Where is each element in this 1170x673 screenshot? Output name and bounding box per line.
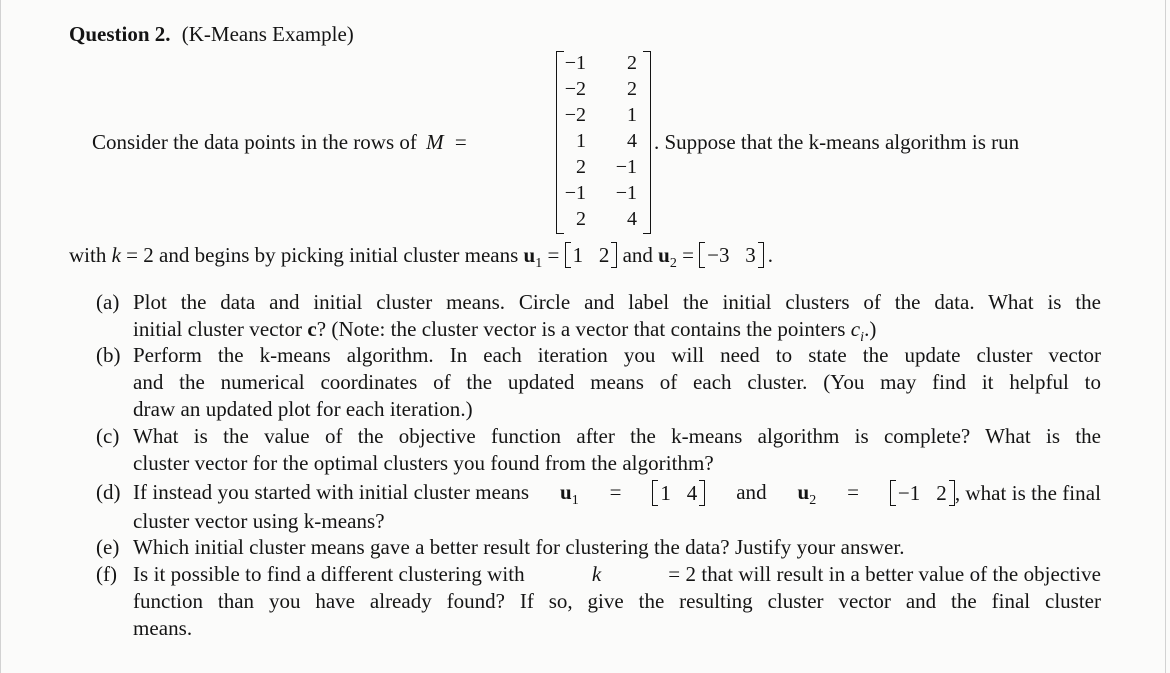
u2-symbol: u: [658, 243, 670, 267]
page-border-right: [1165, 0, 1166, 673]
d-u1-equals: =: [609, 480, 622, 504]
part-b-label: (b): [96, 343, 121, 367]
d-u1-vector: [652, 480, 705, 509]
part-f-line3: means.: [133, 616, 193, 640]
part-f-line2: function than you have already found? If so, give the resulting cluster vector and the final cluster: [133, 589, 1101, 613]
question-title: [69, 22, 354, 47]
matrix-cell: −1: [564, 52, 586, 74]
d-u2-value: −1 2: [897, 481, 947, 505]
matrix-symbol: M: [426, 130, 444, 154]
matrix-equals: =: [454, 130, 467, 154]
part-f-line1-end: = 2 that will result in a better value of the objective: [668, 562, 1101, 586]
u2-left-bracket: [699, 242, 705, 268]
u1-right-bracket: [611, 242, 617, 268]
matrix-cell: −1: [615, 156, 637, 178]
d-u1-symbol: u: [559, 480, 572, 504]
d-u2-equals: =: [847, 480, 860, 504]
d-and-text: and: [736, 480, 767, 504]
intro-line2-end: .: [767, 243, 774, 267]
ci-symbol: c: [850, 317, 861, 341]
u1-value: 1 2: [572, 243, 610, 267]
part-c-line2: cluster vector for the optimal clusters you found from the algorithm?: [133, 451, 714, 475]
matrix-cell: 4: [627, 130, 637, 152]
part-a-label: (a): [96, 290, 120, 314]
part-d-label: (d): [96, 480, 121, 504]
u1-symbol: u: [523, 243, 536, 267]
k-symbol: k: [111, 243, 121, 267]
part-f-label: (f): [96, 562, 117, 586]
d-u1-sub: 1: [571, 493, 579, 509]
part-a-line2-text: initial cluster vector: [133, 317, 303, 341]
part-a-end: .): [864, 317, 877, 341]
part-d-u1: [560, 480, 579, 509]
part-d-line1: [133, 480, 1101, 509]
d-u1-right-bracket: [699, 480, 705, 506]
u1-equals: =: [547, 243, 560, 267]
cluster-vector-symbol: c: [307, 317, 317, 341]
question-subtitle: (K-Means Example): [181, 22, 354, 46]
intro-line-1: [92, 130, 467, 155]
f-k-symbol: k: [591, 562, 602, 586]
matrix-right-bracket: [643, 51, 651, 234]
part-a-line1: Plot the data and initial cluster means. Circle and label the initial clusters of the data. What is the: [133, 290, 1101, 314]
part-d-u2: [798, 480, 817, 509]
part-f-line1: [133, 562, 1101, 587]
u2-sub: 2: [669, 256, 677, 272]
matrix-cell: 1: [576, 130, 586, 152]
u1-sub: 1: [535, 256, 543, 272]
and-text: and: [622, 243, 653, 267]
part-a-line2: [133, 317, 876, 346]
part-a-note: ? (Note: the cluster vector is a vector that contains the pointers: [316, 317, 846, 341]
intro-line2-text: = 2 and begins by picking initial cluster means: [126, 243, 519, 267]
u2-right-bracket: [758, 242, 764, 268]
part-c-line1: What is the value of the objective function after the k-means algorithm is complete? What is the: [133, 424, 1101, 448]
matrix-cell: 2: [576, 156, 586, 178]
matrix-cell: 2: [576, 208, 586, 230]
part-e-line1: Which initial cluster means gave a better result for clustering the data? Justify your answer.: [133, 535, 905, 559]
intro-line-2: [69, 242, 773, 272]
d-u2-sub: 2: [809, 493, 817, 509]
matrix-cell: −1: [564, 182, 586, 204]
ci-sub: i: [860, 330, 865, 346]
intro-with: with: [69, 243, 107, 267]
d-u1-left-bracket: [652, 480, 658, 506]
part-d-line2: cluster vector using k-means?: [133, 509, 385, 533]
part-d-line1-end: , what is the final: [954, 481, 1101, 505]
d-u1-value: 1 4: [660, 481, 698, 505]
question-number: Question 2.: [69, 22, 171, 46]
intro-prefix: Consider the data points in the rows of: [92, 130, 417, 154]
part-f-line1-text: Is it possible to find a different clustering with: [133, 562, 525, 586]
part-c-label: (c): [96, 424, 120, 448]
matrix-cell: −1: [615, 182, 637, 204]
part-b-line2: and the numerical coordinates of the updated means of each cluster. (You may find it helpful to: [133, 370, 1101, 394]
matrix-cell: 2: [627, 52, 637, 74]
matrix-cell: 4: [627, 208, 637, 230]
d-u2-symbol: u: [797, 480, 810, 504]
u1-left-bracket: [565, 242, 571, 268]
u2-equals: =: [682, 243, 694, 267]
matrix-cell: −2: [564, 104, 586, 126]
part-b-line1: Perform the k-means algorithm. In each iteration you will need to state the update cluster vector: [133, 343, 1101, 367]
intro-suffix: . Suppose that the k-means algorithm is run: [654, 130, 1020, 154]
page-border-left: [0, 0, 1, 673]
matrix-cell: 1: [627, 104, 637, 126]
u2-value: −3 3: [707, 243, 756, 267]
part-d-line1-text: If instead you started with initial cluster means: [133, 480, 530, 504]
part-e-label: (e): [96, 535, 120, 559]
d-u2-vector: [890, 480, 1101, 509]
matrix-cell: 2: [627, 78, 637, 100]
d-u2-left-bracket: [890, 480, 896, 506]
part-b-line3: draw an updated plot for each iteration.): [133, 397, 473, 421]
matrix-cell: −2: [564, 78, 586, 100]
